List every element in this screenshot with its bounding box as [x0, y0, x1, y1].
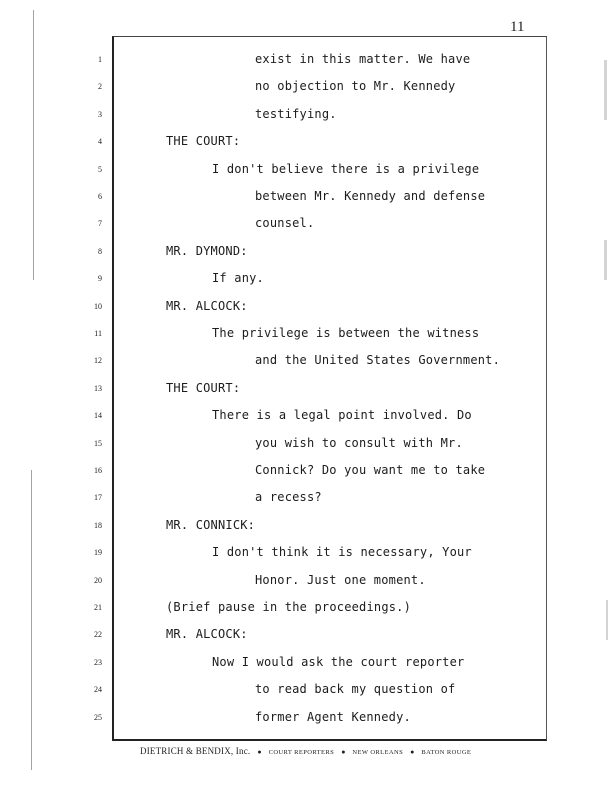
transcript-line: I don't believe there is a privilege — [212, 161, 480, 176]
line-number: 12 — [94, 356, 102, 366]
line-number: 16 — [94, 466, 102, 475]
transcript-line: If any. — [212, 271, 264, 286]
transcript-line: MR. DYMOND: — [166, 243, 248, 258]
line-number: 14 — [94, 411, 102, 421]
line-number: 17 — [94, 493, 102, 503]
transcript-line: between Mr. Kennedy and defense — [255, 189, 486, 203]
line-number: 20 — [94, 575, 102, 585]
scan-edge-mark — [604, 60, 607, 120]
line-number: 11 — [94, 329, 102, 338]
line-number: 1 — [98, 55, 102, 64]
transcript-line: There is a legal point involved. Do — [212, 408, 472, 423]
line-number: 8 — [98, 246, 102, 256]
line-number: 3 — [98, 109, 102, 119]
line-number: 5 — [98, 164, 102, 174]
line-number: 21 — [94, 603, 102, 612]
transcript-line: MR. ALCOCK: — [166, 298, 248, 313]
transcript-line: THE COURT: — [166, 380, 241, 395]
transcript-line: (Brief pause in the proceedings.) — [166, 600, 412, 614]
line-number: 10 — [94, 301, 102, 311]
footer — [140, 746, 540, 756]
footer-separator: ● — [410, 748, 415, 756]
transcript-line: no objection to Mr. Kennedy — [255, 79, 456, 94]
line-number: 6 — [98, 192, 102, 201]
line-number: 22 — [94, 630, 102, 640]
transcript-line: MR. ALCOCK: — [166, 627, 248, 642]
line-number: 4 — [98, 137, 102, 147]
transcript-line: testifying. — [255, 106, 337, 121]
transcript-line: counsel. — [255, 216, 315, 231]
page-number: 11 — [510, 19, 525, 35]
line-number: 2 — [98, 82, 102, 92]
line-number: 25 — [94, 712, 102, 722]
scan-edge-mark — [604, 240, 607, 280]
transcript-line: I don't think it is necessary, Your — [212, 545, 472, 560]
scan-edge-mark — [33, 10, 34, 280]
transcript-line: Connick? Do you want me to take — [255, 463, 486, 477]
footer-item: NEW ORLEANS — [352, 749, 404, 756]
line-number: 13 — [94, 383, 102, 393]
line-number: 18 — [94, 520, 102, 530]
line-number: 15 — [94, 438, 102, 448]
line-number: 23 — [94, 657, 102, 667]
scan-edge-mark — [31, 470, 32, 770]
transcript-line: former Agent Kennedy. — [255, 709, 411, 724]
line-number: 24 — [94, 685, 102, 695]
footer-item: COURT REPORTERS — [268, 749, 335, 756]
line-number: 19 — [94, 548, 102, 558]
scan-edge-mark — [606, 600, 608, 640]
transcript-line: a recess? — [255, 490, 322, 505]
transcript-line: MR. CONNICK: — [166, 517, 256, 532]
footer-separator: ● — [257, 748, 262, 756]
footer-separator: ● — [341, 748, 346, 756]
transcript-line: THE COURT: — [166, 134, 241, 149]
transcript-line: Honor. Just one moment. — [255, 572, 426, 587]
transcript-line: to read back my question of — [255, 682, 456, 697]
footer-firm-name: DIETRICH & BENDIX, Inc. — [140, 746, 251, 756]
line-number: 7 — [98, 219, 102, 229]
transcript-line: The privilege is between the witness — [212, 326, 480, 340]
line-number: 9 — [98, 274, 102, 284]
transcript-line: Now I would ask the court reporter — [212, 654, 465, 669]
transcript-line: and the United States Government. — [255, 353, 501, 368]
footer-item: BATON ROUGE — [421, 749, 472, 756]
transcript-line: exist in this matter. We have — [255, 52, 471, 66]
transcript-line: you wish to consult with Mr. — [255, 435, 463, 450]
